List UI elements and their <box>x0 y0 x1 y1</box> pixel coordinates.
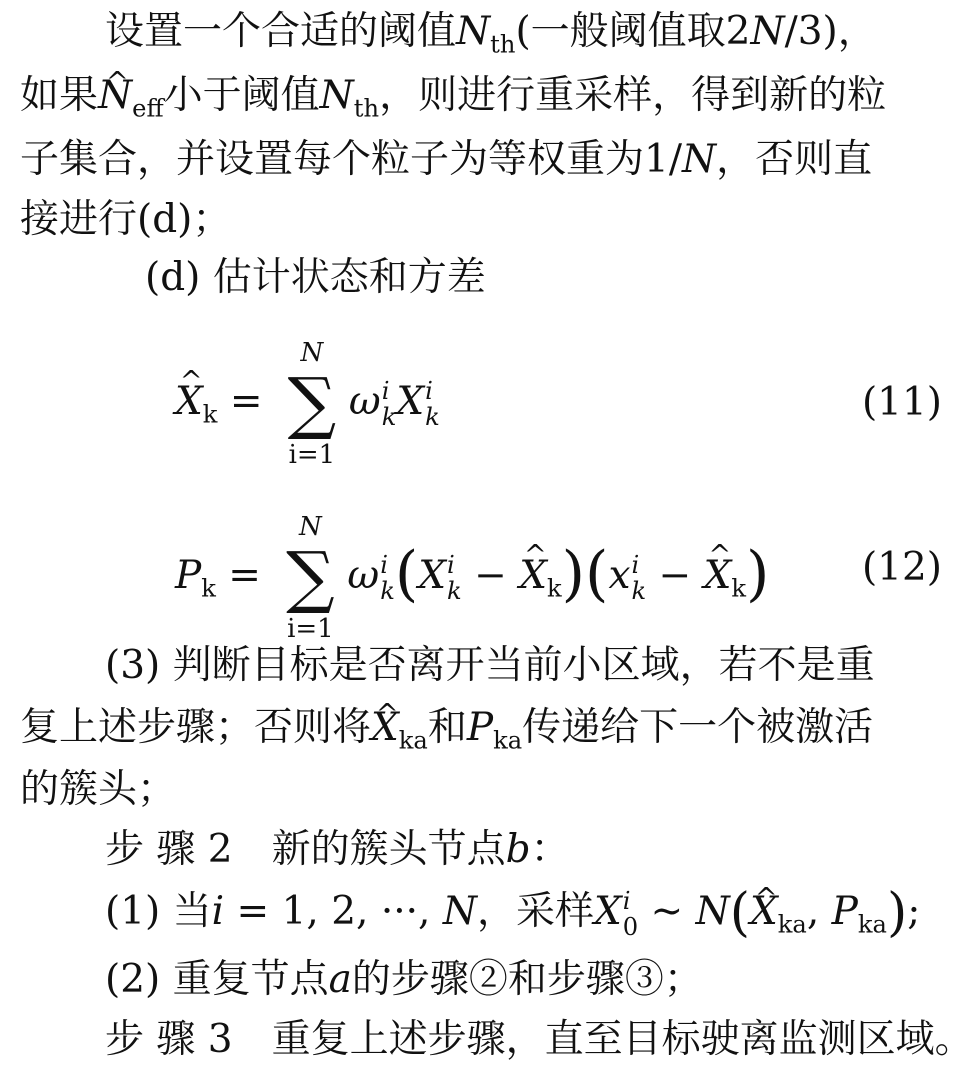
math-minus: − <box>646 553 704 598</box>
math-X-hat: ^ X <box>750 886 778 938</box>
math-sup-i: i <box>425 376 433 405</box>
text-span: ： <box>530 827 570 872</box>
para-line-3 <box>20 134 950 186</box>
math-X: X <box>396 379 425 424</box>
math-sup-i: i <box>631 550 640 579</box>
text-span: (1) 当 <box>105 889 212 934</box>
math-X-hat: ^ X <box>704 553 732 598</box>
math-sub-ka: ka <box>493 726 523 755</box>
math-X-hat: ^ X <box>175 379 203 424</box>
para-line-10: (1) 当i = 1, 2, ···, N，采样X i 0 ~ N(^ $X_{ka}$, $P_{ka}$); <box>105 886 974 950</box>
equation-number: (11) <box>861 380 942 425</box>
math-sub-0: 0 <box>622 913 639 941</box>
math-N: N <box>442 889 477 934</box>
text-span: 步 骤 2 新的簇头节点 <box>105 827 506 872</box>
sum-upper: N <box>299 512 322 542</box>
para-line-8: 的簇头； <box>20 767 177 812</box>
text-span: 如果 <box>20 73 99 118</box>
math-sub-k: k <box>202 400 218 429</box>
math-sub-k: k <box>546 574 562 603</box>
para-line-6: (3) 判断目标是否离开当前小区域，若不是重 <box>105 643 875 688</box>
math-sub-k: k <box>425 403 440 431</box>
math-sub-th: th <box>490 30 516 59</box>
sum-upper: N <box>300 338 324 368</box>
math-omega: ω <box>347 553 380 598</box>
math-sup-i: i <box>380 550 388 579</box>
math-X-hat: ^ X <box>519 553 547 598</box>
math-sub-k: k <box>447 577 462 605</box>
math-sub-k: k <box>631 577 647 605</box>
text-span: 设置一个合适的阈值 <box>105 9 457 54</box>
math-sub-eff: eff <box>132 94 164 123</box>
text-span: (一般阈值取2 <box>515 9 751 54</box>
text-span: ，否则直 <box>716 137 873 182</box>
math-P: P <box>466 705 494 750</box>
math-omega: ω <box>348 379 381 424</box>
text-span: /3)， <box>784 9 877 54</box>
text-span: = 1, 2, ···, <box>224 889 443 934</box>
para-line-4: 接进行(d)； <box>20 197 232 242</box>
math-sub-k: k <box>201 574 216 603</box>
math-sub-ka: ka <box>777 910 807 939</box>
text-span: 和 <box>427 705 467 750</box>
math-equals: = <box>217 379 275 424</box>
para-line-2 <box>20 70 950 134</box>
text-span: 复上述步骤；否则将 <box>20 705 372 750</box>
equation-number: (12) <box>861 545 942 590</box>
text-span: ; <box>907 889 921 934</box>
text-span: 小于阈值 <box>163 73 320 118</box>
math-X: X <box>418 553 447 598</box>
math-P: P <box>175 553 202 598</box>
para-line-7 <box>20 702 950 766</box>
math-N: N <box>750 9 785 54</box>
math-equals: = <box>215 553 274 598</box>
para-line-1 <box>105 6 974 70</box>
math-i: i <box>211 889 225 934</box>
text-span: 传递给下一个被激活 <box>522 705 874 750</box>
text-span: ，采样 <box>476 889 594 934</box>
sum-lower: i=1 <box>287 614 334 644</box>
para-line-9 <box>105 824 974 876</box>
para-line-11 <box>105 954 974 1006</box>
math-X: X <box>593 889 622 934</box>
math-b: b <box>505 827 531 872</box>
para-line-5: (d) 估计状态和方差 <box>145 255 486 300</box>
text-span: (2) 重复节点 <box>105 957 329 1002</box>
math-sub-k: k <box>731 574 747 603</box>
equation-11 <box>0 338 950 470</box>
math-N: N <box>319 73 354 118</box>
sum-symbol: N ∑ i=1 <box>279 548 341 608</box>
math-N-hat: ^ N <box>98 70 132 122</box>
math-sub-ka: ka <box>398 726 428 755</box>
math-a: a <box>328 957 352 1002</box>
math-P: P <box>831 889 858 934</box>
math-N: N <box>681 137 717 182</box>
math-sub-th: th <box>353 94 380 123</box>
math-sub-ka: ka <box>857 910 887 939</box>
para-line-12: 步 骤 3 重复上述步骤，直至目标驶离监测区域。 <box>105 1017 974 1062</box>
text-span: 子集合，并设置每个粒子为等权重为1/ <box>20 137 682 182</box>
math-sup-i: i <box>622 886 631 915</box>
text-span: , <box>806 889 832 934</box>
math-sub-k: k <box>381 403 397 431</box>
math-N: N <box>456 9 491 54</box>
math-x: x <box>608 553 631 598</box>
math-sup-i: i <box>447 550 455 579</box>
sum-lower: i=1 <box>288 440 336 470</box>
text-span: 的步骤②和步骤③； <box>351 957 703 1002</box>
equation-12: $P_k$ = N ∑ i=1 ω i k (X i k − ^ $X_k)(x$ i k − ^ $X_k$) (12) <box>0 505 950 625</box>
math-sup-i: i <box>381 376 390 405</box>
text-span: ，则进行重采样，得到新的粒 <box>379 73 887 118</box>
math-N: N <box>695 889 730 934</box>
math-minus: − <box>461 553 520 598</box>
math-X-hat: ^ X <box>371 702 399 754</box>
sum-symbol: N ∑ i=1 <box>281 374 343 434</box>
math-sub-k: k <box>380 577 395 605</box>
math-tilde: ~ <box>638 889 696 934</box>
